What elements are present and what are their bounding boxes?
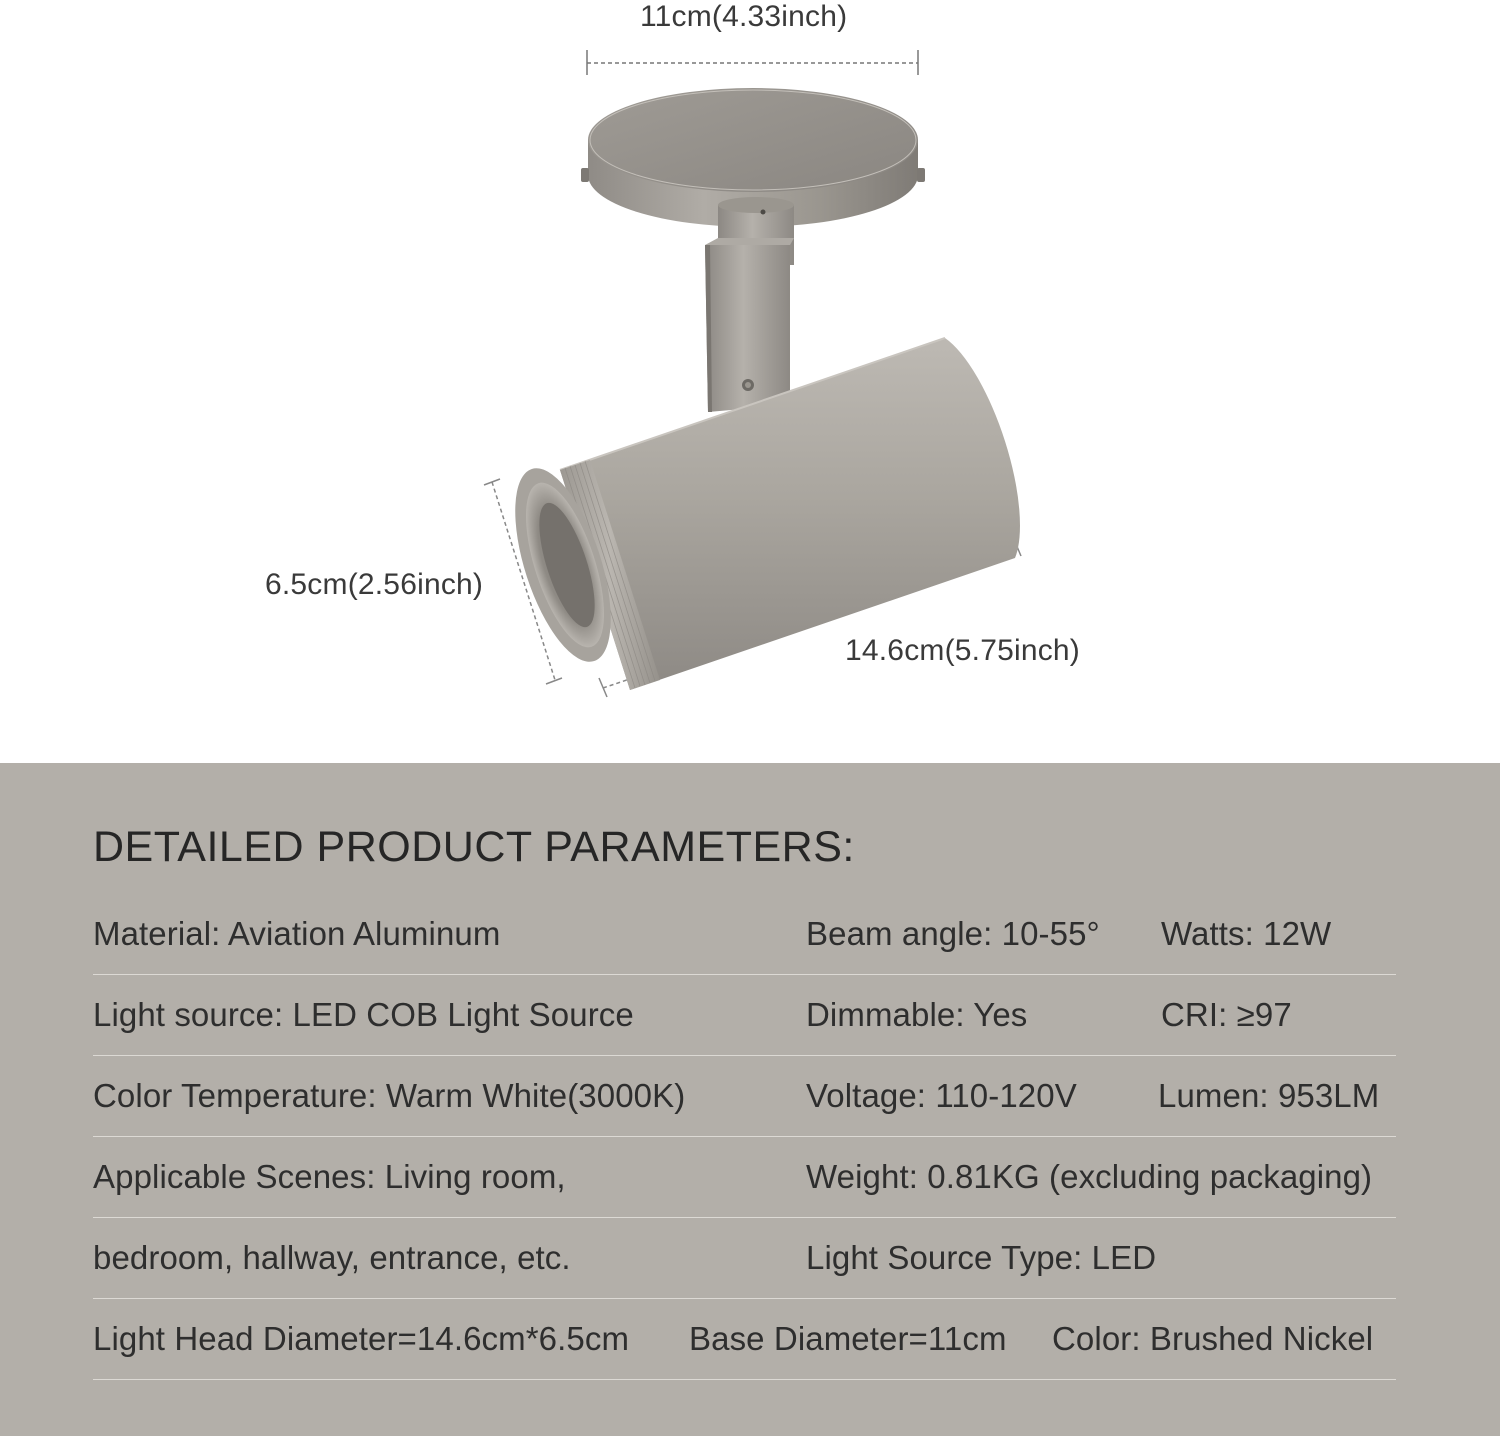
parameters-panel [0, 763, 1500, 1436]
param-lumen: Lumen: 953LM [1158, 1077, 1380, 1114]
head-length-label: 14.6cm(5.75inch) [845, 634, 1080, 667]
param-row [93, 1217, 1396, 1299]
base-width-dimension-line [587, 50, 918, 75]
head-diameter-label: 6.5cm(2.56inch) [265, 568, 484, 601]
param-base-diameter: Base Diameter=11cm [689, 1320, 1007, 1357]
param-light-source-type: Light Source Type: LED [806, 1239, 1157, 1276]
param-voltage: Voltage: 110-120V [806, 1077, 1077, 1114]
param-row [93, 974, 1396, 1056]
param-row [93, 1136, 1396, 1218]
param-applicable-scenes-cont: bedroom, hallway, entrance, etc. [93, 1239, 571, 1276]
param-cri: CRI: ≥97 [1161, 996, 1292, 1033]
param-light-head-diameter: Light Head Diameter=14.6cm*6.5cm [93, 1320, 630, 1357]
param-color-temperature: Color Temperature: Warm White(3000K) [93, 1077, 686, 1114]
param-beam-angle: Beam angle: 10-55° [806, 915, 1100, 952]
param-weight: Weight: 0.81KG (excluding packaging) [806, 1158, 1373, 1195]
param-dimmable: Dimmable: Yes [806, 996, 1028, 1033]
param-watts: Watts: 12W [1161, 915, 1332, 952]
param-applicable-scenes: Applicable Scenes: Living room, [93, 1158, 566, 1195]
parameters-title: DETAILED PRODUCT PARAMETERS: [93, 823, 855, 871]
param-row [93, 1298, 1396, 1380]
param-row [93, 1055, 1396, 1137]
param-material: Material: Aviation Aluminum [93, 915, 501, 952]
param-color: Color: Brushed Nickel [1052, 1320, 1374, 1357]
param-light-source: Light source: LED COB Light Source [93, 996, 634, 1033]
param-row [93, 893, 1396, 975]
mount-arm [705, 197, 794, 412]
base-width-label: 11cm(4.33inch) [640, 0, 848, 33]
